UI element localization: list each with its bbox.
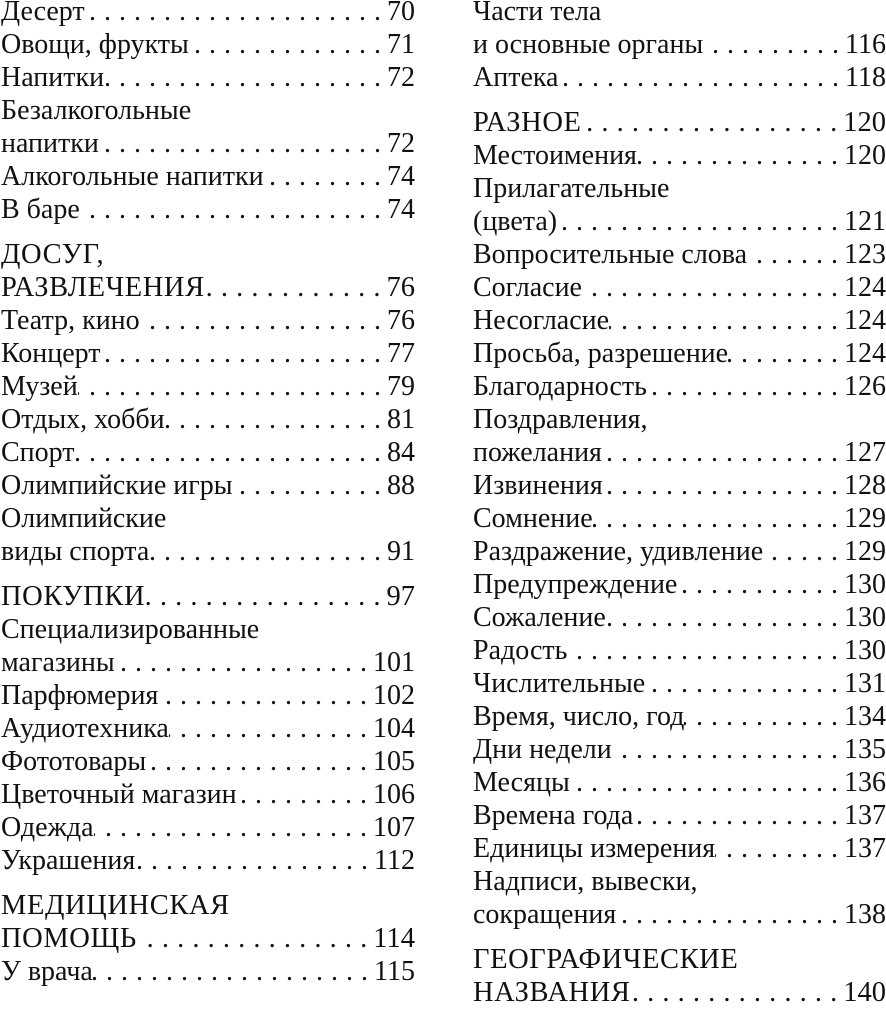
toc-entry-row: [473, 832, 886, 865]
toc-entry-title: НАЗВАНИЯ: [473, 977, 631, 1008]
toc-entry-row: [1, 436, 415, 469]
toc-entry-row: [473, 568, 886, 601]
toc-entry: [473, 304, 886, 337]
toc-entry-row: [473, 205, 886, 238]
toc-entry-title: Просьба, разрешение: [473, 338, 729, 369]
toc-entry-row: [473, 469, 886, 502]
toc-entry-row: [473, 370, 886, 403]
toc-entry: [473, 535, 886, 568]
toc-entry: [1, 811, 415, 844]
dot-leader: [93, 955, 368, 988]
toc-entry-row: [1, 844, 415, 877]
toc-entry-title: Музей: [1, 371, 78, 402]
toc-entry-row: [473, 898, 886, 931]
toc-entry: [1, 61, 415, 94]
toc-entry-title: Извинения: [473, 470, 603, 501]
toc-entry-title-line: Прилагательные: [473, 173, 670, 204]
toc-entry: [1, 712, 415, 745]
toc-page-number: 124: [844, 272, 886, 303]
toc-page-number: 101: [373, 647, 415, 678]
toc-entry-row: [1, 370, 415, 403]
toc-page-number: 115: [374, 956, 415, 987]
toc-page-number: 124: [844, 338, 886, 369]
toc-section-heading: [473, 943, 886, 1009]
toc-entry-row: [473, 766, 886, 799]
toc-section-heading: [1, 889, 415, 955]
toc-page-number: 124: [844, 305, 886, 336]
toc-page-number: 130: [844, 602, 886, 633]
toc-entry-title: Аудиотехника: [1, 713, 169, 744]
toc-page-number: 129: [844, 536, 886, 567]
toc-section-heading: [1, 580, 415, 613]
toc-entry: [473, 832, 886, 865]
dot-leader: [137, 922, 367, 955]
toc-entry-title-line: ДОСУГ,: [1, 239, 105, 270]
toc-entry-title: Время, число, год: [473, 701, 685, 732]
toc-entry: [473, 634, 886, 667]
toc-page-number: 120: [843, 107, 886, 138]
toc-entry-title: Радость: [473, 635, 568, 666]
toc-page-number: 121: [844, 206, 886, 237]
toc-entry: [1, 469, 415, 502]
toc-entry-title: Спорт: [1, 437, 75, 468]
dot-leader: [165, 403, 381, 436]
toc-entry-row: [473, 271, 886, 304]
toc-entry-row: [1, 922, 415, 955]
toc-entry-title-line: Специализированные: [1, 614, 260, 645]
toc-entry: [473, 469, 886, 502]
toc-page-number: 74: [387, 161, 415, 192]
toc-entry-row: [1, 193, 415, 226]
toc-entry-row: [473, 61, 886, 94]
toc-page-number: 135: [844, 734, 886, 765]
toc-entry: [1, 304, 415, 337]
toc-entry-row: [473, 238, 886, 271]
toc-entry: [1, 613, 415, 679]
dot-leader: [557, 205, 838, 238]
toc-entry: [473, 271, 886, 304]
toc-entry-title: Напитки: [1, 62, 105, 93]
dot-leader: [631, 976, 838, 1009]
toc-entry: [1, 370, 415, 403]
toc-entry-row: [1, 811, 415, 844]
toc-page-number: 72: [387, 62, 415, 93]
toc-entry: [1, 160, 415, 193]
dot-leader: [616, 898, 838, 931]
toc-column-left: [1, 0, 415, 988]
dot-leader: [189, 28, 381, 61]
toc-entry-title: Месяцы: [473, 767, 570, 798]
toc-entry-row: [473, 337, 886, 370]
toc-page-number: 130: [844, 635, 886, 666]
toc-entry: [473, 799, 886, 832]
dot-leader: [101, 337, 381, 370]
dot-leader: [85, 0, 381, 28]
toc-entry-title: напитки: [1, 128, 99, 159]
toc-entry: [473, 139, 886, 172]
toc-entry-row: [1, 712, 415, 745]
toc-page-number: 128: [844, 470, 886, 501]
dot-leader: [703, 28, 839, 61]
toc-entry-title: виды спорта: [1, 536, 150, 567]
dot-leader: [647, 370, 838, 403]
dot-leader: [169, 712, 367, 745]
dot-leader: [149, 535, 381, 568]
toc-entry-title: Дни недели: [473, 734, 612, 765]
toc-page-number: 140: [843, 977, 886, 1008]
toc-section-heading: [473, 106, 886, 139]
dot-leader: [677, 568, 838, 601]
toc-page-number: 127: [844, 437, 886, 468]
toc-page-number: 137: [844, 833, 886, 864]
toc-entry-row: [473, 502, 886, 535]
toc-entry-title: У врача: [1, 956, 93, 987]
toc-entry: [1, 778, 415, 811]
toc-page-number: 88: [387, 470, 415, 501]
toc-page-number: 134: [844, 701, 886, 732]
toc-page-number: 130: [844, 569, 886, 600]
toc-entry: [473, 568, 886, 601]
toc-entry: [1, 745, 415, 778]
toc-page-number: 71: [387, 29, 415, 60]
toc-entry-row: [473, 601, 886, 634]
toc-entry: [473, 766, 886, 799]
toc-entry-row: [473, 28, 886, 61]
toc-entry-title-line: Безалкогольные: [1, 95, 192, 126]
toc-entry: [1, 337, 415, 370]
toc-entry-title: Олимпийские игры: [1, 470, 233, 501]
toc-entry-title: РАЗВЛЕЧЕНИЯ: [1, 272, 205, 303]
toc-entry-title: Отдых, хобби: [1, 404, 165, 435]
toc-entry-title: магазины: [1, 647, 115, 678]
toc-entry-title: Сожаление: [473, 602, 606, 633]
toc-entry-title: Местоимения: [473, 140, 637, 171]
dot-leader: [233, 469, 381, 502]
toc-entry-row: [1, 28, 415, 61]
toc-entry-title: ПОМОЩЬ: [1, 923, 137, 954]
dot-leader: [75, 436, 381, 469]
dot-leader: [205, 271, 381, 304]
toc-entry-row: [1, 304, 415, 337]
toc-entry-title: Овощи, фрукты: [1, 29, 189, 60]
toc-page-number: 114: [373, 923, 415, 954]
toc-entry-row: [1, 469, 415, 502]
toc-entry-row: [1, 679, 415, 712]
toc-entry-row: [473, 634, 886, 667]
toc-entry: [473, 370, 886, 403]
dot-leader: [606, 601, 838, 634]
toc-entry: [473, 172, 886, 238]
toc-entry: [473, 502, 886, 535]
toc-entry-title: и основные органы: [473, 29, 704, 60]
toc-page-number: 116: [845, 29, 886, 60]
toc-entry: [1, 193, 415, 226]
toc-entry-title: Времена года: [473, 800, 634, 831]
toc-entry: [473, 403, 886, 469]
toc-entry-row: [473, 106, 886, 139]
toc-entry: [1, 502, 415, 568]
toc-entry-title: РАЗНОЕ: [473, 107, 582, 138]
toc-entry-title: Предупреждение: [473, 569, 678, 600]
toc-page-number: 74: [387, 194, 415, 225]
toc-entry: [1, 403, 415, 436]
toc-entry-title: Единицы измерения: [473, 833, 716, 864]
toc-entry-title: сокращения: [473, 899, 617, 930]
toc-page-number: 76: [386, 272, 415, 303]
toc-entry-title: Вопросительные слова: [473, 239, 748, 270]
toc-entry-title: Парфюмерия: [1, 680, 159, 711]
dot-leader: [728, 337, 838, 370]
toc-page-number: 112: [374, 845, 415, 876]
toc-page-number: 129: [844, 503, 886, 534]
toc-page-number: 104: [373, 713, 415, 744]
toc-page-number: 72: [387, 128, 415, 159]
dot-leader: [603, 469, 838, 502]
toc-entry: [1, 94, 415, 160]
toc-entry-row: [1, 535, 415, 568]
toc-page-number: 70: [387, 0, 415, 27]
toc-page-number: 105: [373, 746, 415, 777]
toc-page-number: 136: [844, 767, 886, 798]
toc-entry-row: [1, 0, 415, 28]
toc-page-number: 107: [373, 812, 415, 843]
dot-leader: [145, 580, 380, 613]
dot-leader: [715, 832, 838, 865]
toc-entry-title: Алкогольные напитки: [1, 161, 264, 192]
toc-entry-title-line: Поздравления,: [473, 404, 648, 435]
toc-entry-row: [473, 436, 886, 469]
toc-entry: [473, 61, 886, 94]
toc-entry-row: [1, 127, 415, 160]
dot-leader: [637, 139, 838, 172]
toc-entry: [473, 337, 886, 370]
toc-entry-title: Театр, кино: [1, 305, 140, 336]
toc-entry-title: Сомнение: [473, 503, 593, 534]
toc-entry-title: Раздражение, удивление: [473, 536, 764, 567]
toc-entry-row: [473, 535, 886, 568]
toc-entry-title: Несогласие: [473, 305, 610, 336]
dot-leader: [602, 436, 838, 469]
toc-entry: [1, 0, 415, 28]
toc-entry: [1, 844, 415, 877]
dot-leader: [763, 535, 838, 568]
dot-leader: [104, 61, 381, 94]
toc-page-number: 84: [387, 437, 415, 468]
dot-leader: [567, 634, 838, 667]
dot-leader: [158, 679, 367, 712]
dot-leader: [264, 160, 381, 193]
toc-entry-title: Числительные: [473, 668, 646, 699]
toc-entry-row: [1, 580, 415, 613]
toc-entry: [1, 28, 415, 61]
dot-leader: [94, 811, 367, 844]
toc-entry-row: [473, 304, 886, 337]
toc-entry-title: ПОКУПКИ: [1, 581, 146, 612]
dot-leader: [645, 667, 838, 700]
dot-leader: [582, 106, 838, 139]
toc-entry-title: Десерт: [1, 0, 85, 27]
toc-page-number: 120: [844, 140, 886, 171]
toc-entry: [473, 733, 886, 766]
dot-leader: [135, 844, 368, 877]
dot-leader: [570, 766, 838, 799]
toc-entry: [473, 700, 886, 733]
toc-entry-row: [473, 700, 886, 733]
toc-entry-title: пожелания: [473, 437, 602, 468]
toc-entry-row: [1, 745, 415, 778]
dot-leader: [99, 127, 381, 160]
toc-entry-row: [1, 955, 415, 988]
toc-entry-row: [1, 646, 415, 679]
toc-entry-title: Одежда: [1, 812, 94, 843]
toc-page-number: 91: [387, 536, 415, 567]
toc-entry: [473, 0, 886, 61]
toc-entry-title-line: ГЕОГРАФИЧЕСКИЕ: [473, 944, 739, 975]
toc-page-number: 131: [844, 668, 886, 699]
toc-entry-row: [473, 139, 886, 172]
toc-entry-title: Благодарность: [473, 371, 647, 402]
toc-entry: [473, 865, 886, 931]
dot-leader: [593, 502, 838, 535]
toc-entry-row: [1, 778, 415, 811]
toc-entry: [1, 436, 415, 469]
dot-leader: [609, 304, 838, 337]
toc-entry-title: Фототовары: [1, 746, 147, 777]
toc-entry-row: [1, 337, 415, 370]
toc-entry-title: Аптека: [473, 62, 559, 93]
toc-page-number: 81: [387, 404, 415, 435]
toc-entry-title-line: МЕДИЦИНСКАЯ: [1, 890, 230, 921]
toc-entry-title: Цветочный магазин: [1, 779, 237, 810]
toc-page-number: 118: [845, 62, 886, 93]
toc-entry-row: [473, 976, 886, 1009]
toc-page-number: 79: [387, 371, 415, 402]
dot-leader: [237, 778, 367, 811]
toc-entry-row: [473, 667, 886, 700]
toc-entry-row: [1, 61, 415, 94]
toc-entry-title: (цвета): [473, 206, 558, 237]
toc-entry-title-line: Надписи, вывески,: [473, 866, 698, 897]
toc-entry: [473, 667, 886, 700]
dot-leader: [140, 304, 381, 337]
dot-leader: [78, 370, 381, 403]
toc-page-number: 77: [387, 338, 415, 369]
toc-section-heading: [1, 238, 415, 304]
toc-entry: [1, 955, 415, 988]
toc-entry-row: [1, 403, 415, 436]
toc-entry: [473, 601, 886, 634]
toc-page-number: 106: [373, 779, 415, 810]
toc-entry-title: Согласие: [473, 272, 582, 303]
toc-entry-title-line: Олимпийские: [1, 503, 167, 534]
dot-leader: [146, 745, 367, 778]
toc-entry-row: [473, 799, 886, 832]
toc-entry-row: [1, 160, 415, 193]
dot-leader: [747, 238, 838, 271]
dot-leader: [633, 799, 838, 832]
toc-entry: [473, 238, 886, 271]
toc-page-number: 137: [844, 800, 886, 831]
toc-column-right: [473, 0, 886, 1009]
dot-leader: [558, 61, 839, 94]
toc-entry-title: Украшения: [1, 845, 136, 876]
dot-leader: [582, 271, 838, 304]
toc-entry: [1, 679, 415, 712]
toc-entry-title: В баре: [1, 194, 80, 225]
toc-page-number: 138: [844, 899, 886, 930]
dot-leader: [115, 646, 367, 679]
toc-page-number: 102: [373, 680, 415, 711]
toc-page-number: 123: [844, 239, 886, 270]
toc-entry-title: Концерт: [1, 338, 101, 369]
toc-page-number: 97: [386, 581, 415, 612]
toc-entry-row: [473, 733, 886, 766]
dot-leader: [612, 733, 838, 766]
toc-entry-row: [1, 271, 415, 304]
toc-page-number: 76: [387, 305, 415, 336]
dot-leader: [80, 193, 381, 226]
toc-page-number: 126: [844, 371, 886, 402]
dot-leader: [684, 700, 838, 733]
toc-entry-title-line: Части тела: [473, 0, 602, 27]
